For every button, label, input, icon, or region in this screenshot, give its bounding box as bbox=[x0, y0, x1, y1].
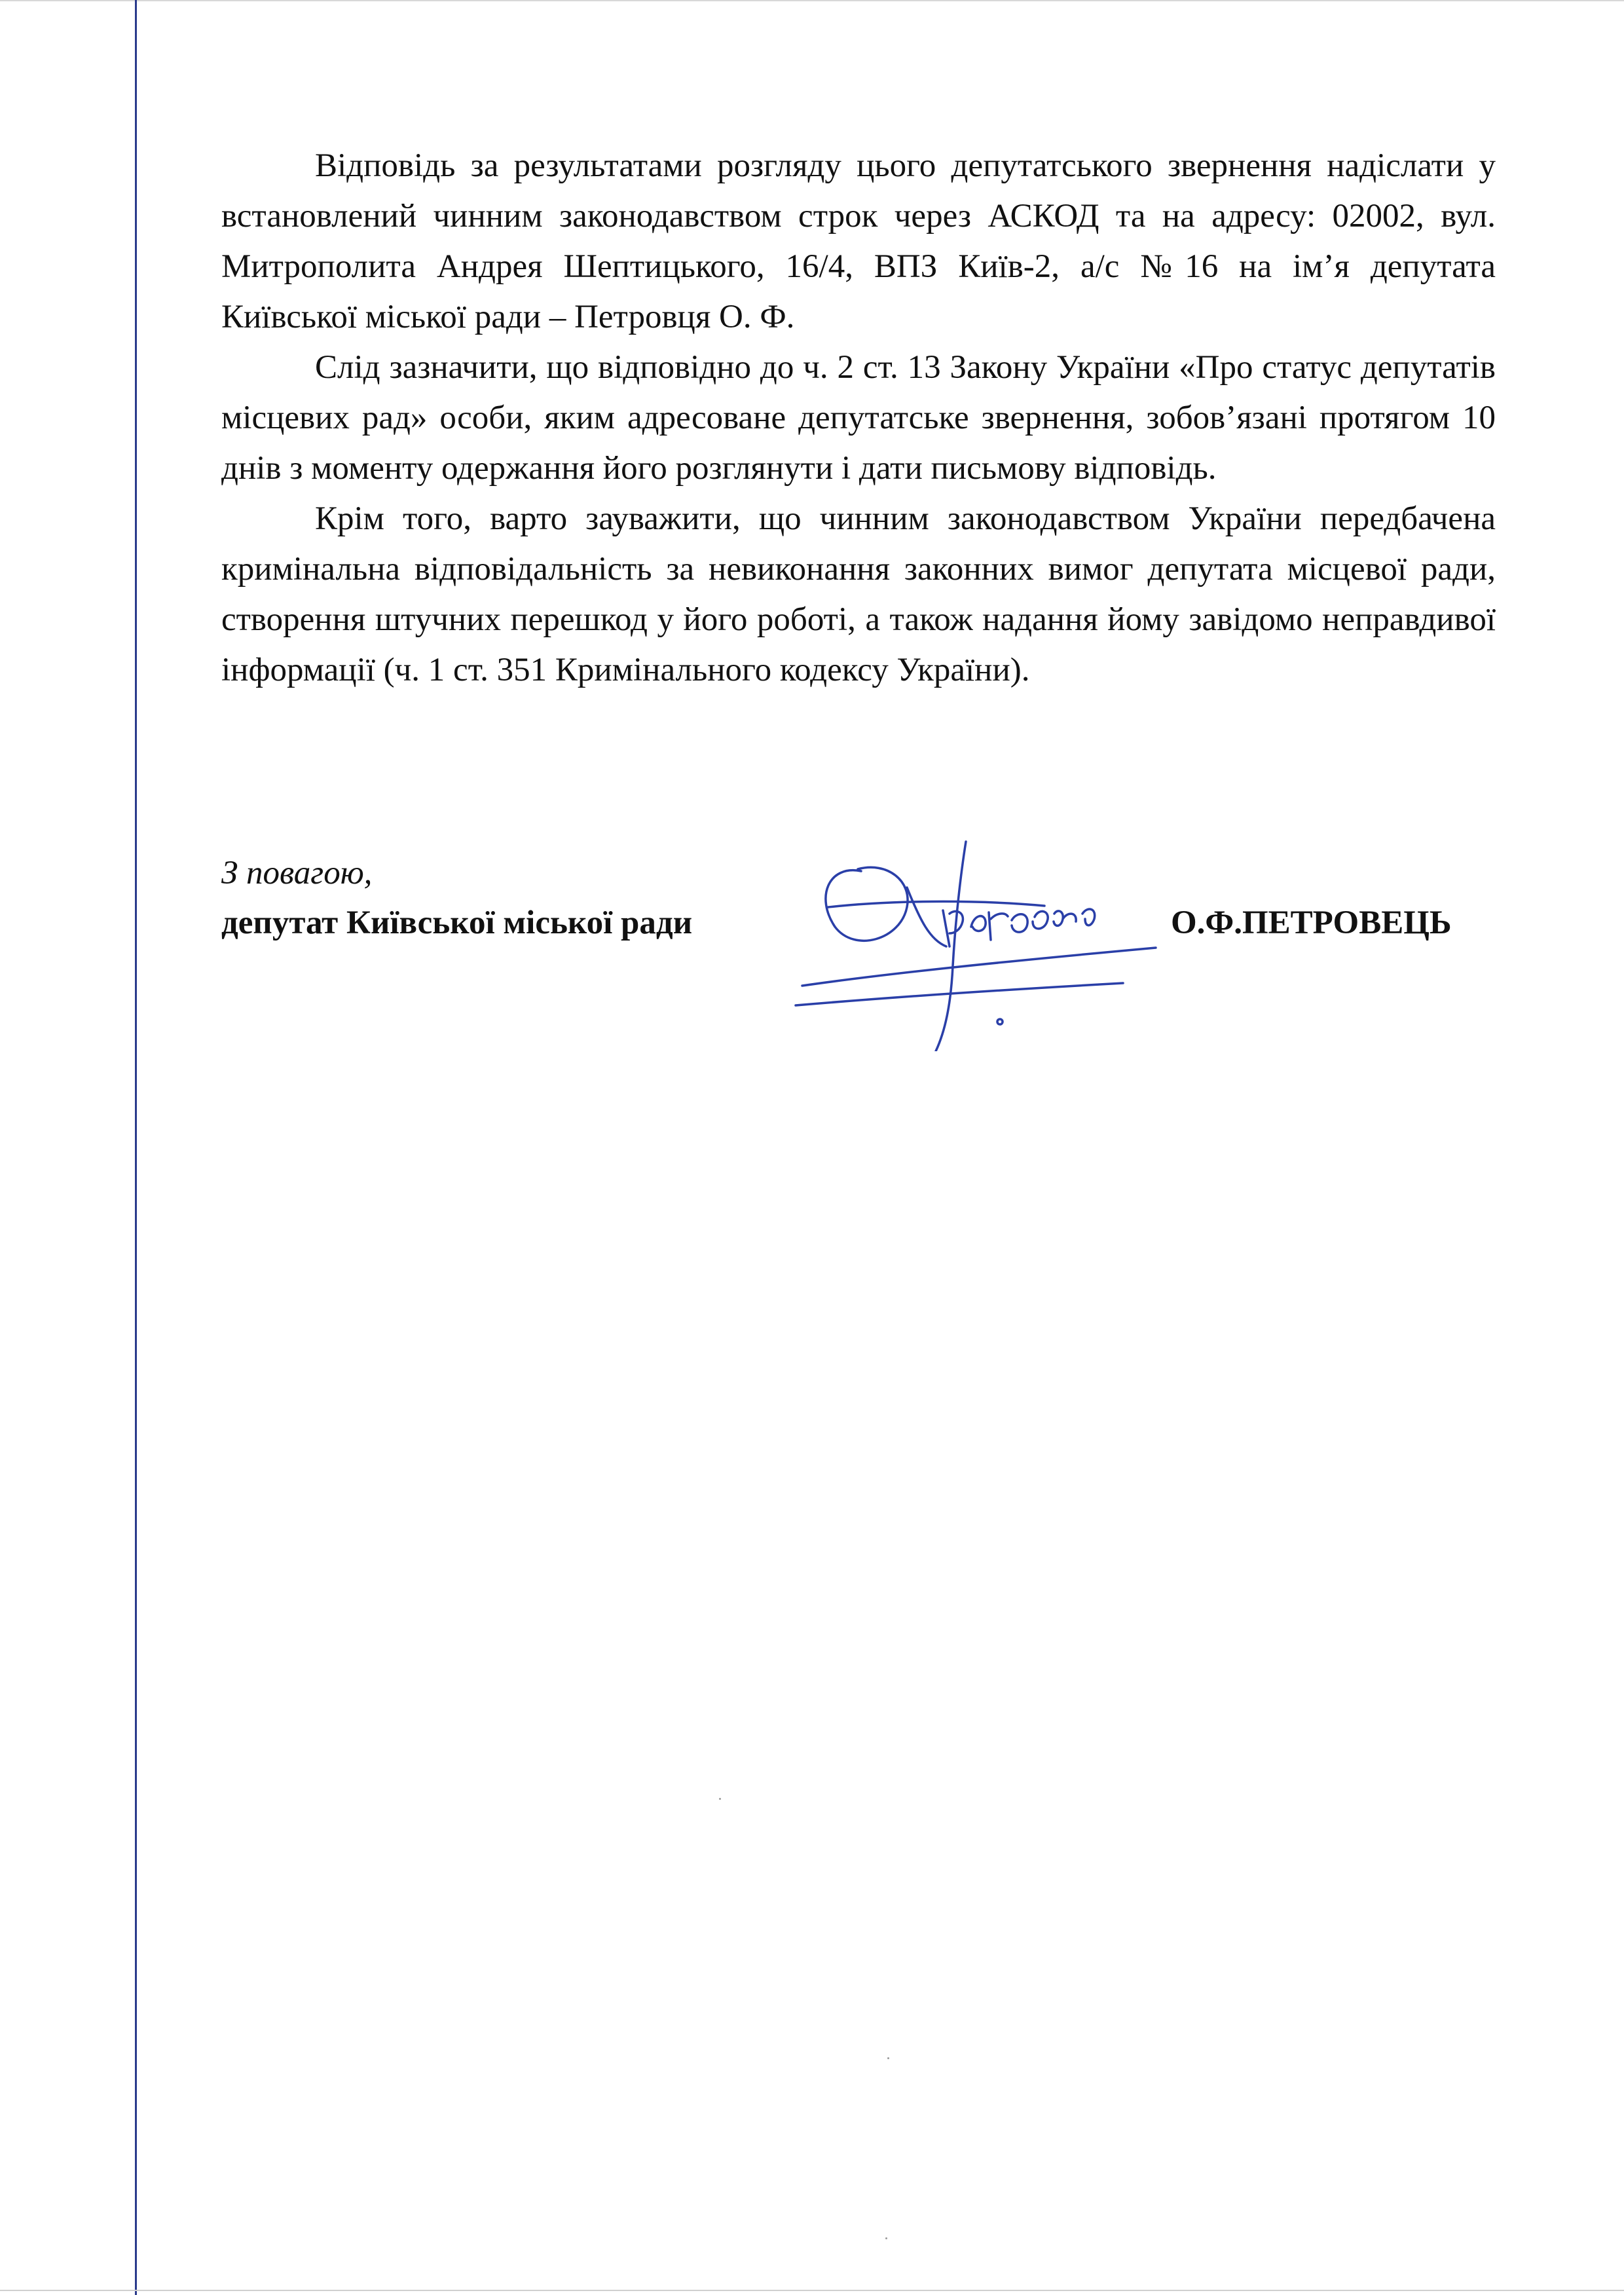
signer-name: О.Ф.ПЕТРОВЕЦЬ bbox=[1171, 905, 1452, 941]
scan-speck bbox=[719, 1798, 721, 1800]
margin-line bbox=[135, 0, 137, 2295]
scan-speck bbox=[885, 2237, 887, 2239]
paragraph-criminal-liability: Крім того, варто зауважити, що чинним законодавством України передбачена кримінальна відповідальність за невиконання законних вимог депутата місцевої ради, створення штучних перешкод у його роботі, а також надання йому завідомо неправдивої інформації (ч. 1 ст. 351 Кримінального кодексу України). bbox=[221, 500, 1496, 688]
handwritten-signature bbox=[789, 835, 1169, 1051]
letter-body bbox=[221, 141, 1496, 696]
paragraph-response-address: Відповідь за результатами розгляду цього депутатського звернення надіслати у встановлений чинним законодавством строк через АСКОД та на адресу: 02002, вул. Митрополита Андрея Шептицького, 16/4, ВПЗ Київ-2, а/с №16 на ім’я депутата Київської міської ради – Петровця О. Ф. bbox=[221, 147, 1496, 335]
closing-salutation: З повагою, bbox=[221, 855, 373, 891]
scan-speck bbox=[887, 2057, 889, 2059]
paragraph-legal-deadline: Слід зазначити, що відповідно до ч. 2 ст. 13 Закону України «Про статус депутатів місцевих рад» особи, яким адресоване депутатське звернення, зобов’язані протягом 10 днів з моменту одержання його розглянути і дати письмову відповідь. bbox=[221, 349, 1496, 487]
scan-top-edge bbox=[0, 0, 1624, 1]
scan-bottom-edge bbox=[0, 2290, 1624, 2291]
signer-position: депутат Київської міської ради bbox=[221, 905, 693, 941]
